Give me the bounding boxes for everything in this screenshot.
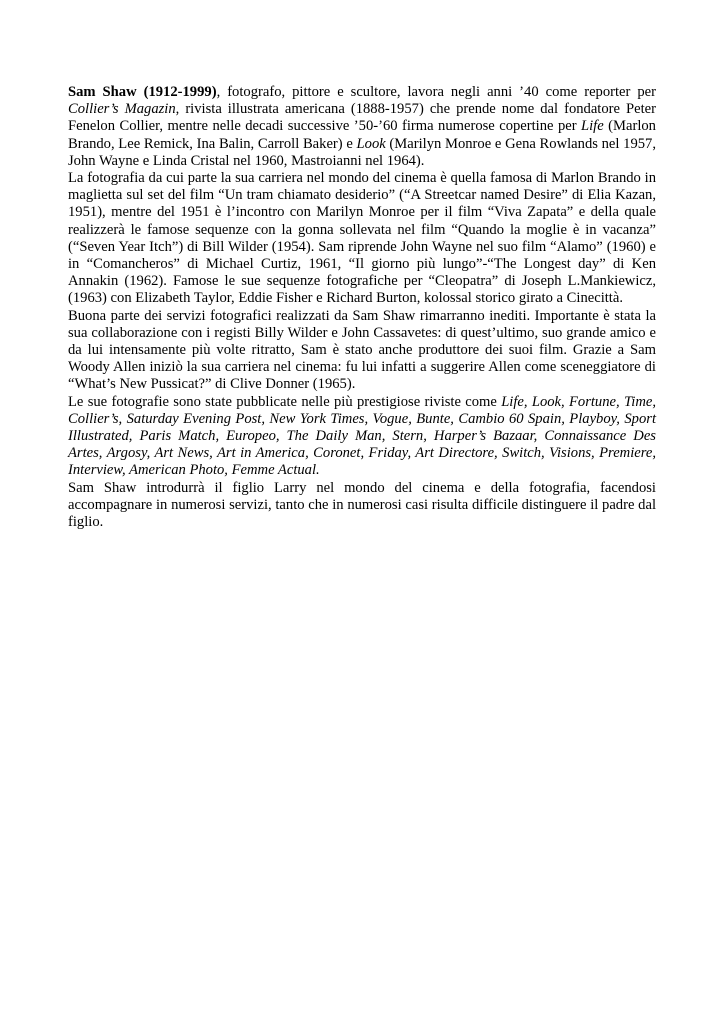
paragraph-publications: [68, 394, 656, 480]
magazines-list: Life, Look, Fortune, Time, Collier’s, Saturday Evening Post, New York Times, Vogue, Bunte, Cambio 60 Spain, Playboy, Sport Illustrated, Paris Match, Europeo, The Daily Man, Stern, Harper’s Bazaar, Connaissance Des Artes, Argosy, Art News, Art in America, Coronet, Friday, Art Directore, Switch, Visions, Premiere, Interview, American Photo, Femme Actual.: [68, 393, 656, 479]
paragraph-son-larry: Sam Shaw introdurrà il figlio Larry nel mondo del cinema e della fotografia, facendosi accompagnare in numerosi servizi, tanto che in numerosi casi risulta difficile distinguere il padre dal figlio.: [68, 479, 656, 531]
intro-text-3: (Marlon Brando, Lee Remick, Ina Balin, Carroll Baker) e: [68, 118, 656, 152]
magazine-title-colliers: Collier’s Magazin: [68, 101, 176, 118]
subject-name: Sam Shaw (1912-1999): [68, 84, 217, 100]
paragraph-collaborations: Buona parte dei servizi fotografici realizzati da Sam Shaw rimarranno inediti. Importante è stata la sua collaborazione con i registi Billy Wilder e John Cassavetes: di quest’ultimo, suo grande amico e da lui intensamente più volte ritratto, Sam è stato anche produttore dei suoi film. Grazie a Sam Woody Allen iniziò la sua carriera nel cinema: fu lui infatti a suggerire Allen come sceneggiatore di “What’s New Pussicat?” di Clive Donner (1965).: [68, 307, 656, 393]
document-body: [68, 84, 656, 531]
magazine-title-life: Life: [581, 118, 604, 135]
intro-text-2: , rivista illustrata americana (1888-1957) che prende nome dal fondatore Peter Fenelon Collier, mentre nelle decadi successive ’50-’60 firma numerose copertine per: [68, 101, 656, 135]
paragraph-cinema-career: La fotografia da cui parte la sua carriera nel mondo del cinema è quella famosa di Marlon Brando in maglietta sul set del film “Un tram chiamato desiderio” (“A Streetcar named Desire” di Elia Kazan, 1951), mentre del 1951 è l’incontro con Marilyn Monroe per il film “Viva Zapata” e della quale realizzerà le famose sequenze con la gonna sollevata nel film “Quando la moglie è in vacanza” (“Seven Year Itch”) di Bill Wilder (1954). Sam riprende John Wayne nel suo film “Alamo” (1960) e in “Comancheros” di Michael Curtiz, 1961, “Il giorno più lungo”-“The Longest day” di Ken Annakin (1962). Famose le sue sequenze fotografiche per “Cleopatra” di Joseph L.Mankiewicz, (1963) con Elizabeth Taylor, Eddie Fisher e Richard Burton, kolossal storico girato a Cinecittà.: [68, 170, 656, 307]
magazine-title-look: Look: [356, 135, 386, 152]
publications-intro: Le sue fotografie sono state pubblicate nelle più prestigiose riviste come: [68, 393, 502, 410]
intro-text-4: (Marilyn Monroe e Gena Rowlands nel 1957, John Wayne e Linda Cristal nel 1960, Mastroianni nel 1964).: [68, 135, 656, 169]
intro-text-1: , fotografo, pittore e scultore, lavora negli anni ’40 come reporter per: [216, 84, 657, 100]
paragraph-intro: [68, 84, 656, 170]
